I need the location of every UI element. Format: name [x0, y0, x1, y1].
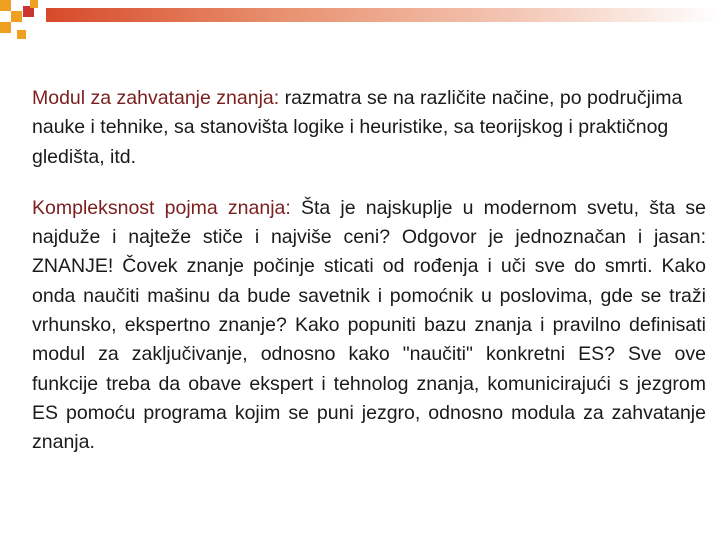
decor-square	[17, 30, 26, 39]
decor-square	[11, 11, 22, 22]
decor-square	[0, 22, 11, 33]
term-knowledge-acquisition-module: Modul za zahvatanje znanja:	[32, 87, 280, 109]
term-knowledge-complexity: Kompleksnost pojma znanja:	[32, 196, 291, 219]
paragraph-knowledge-complexity	[32, 194, 706, 458]
slide-content	[32, 84, 706, 458]
paragraph-knowledge-acquisition	[32, 84, 706, 172]
header-decoration	[0, 0, 720, 60]
decor-gradient-bar	[46, 8, 720, 22]
decor-square	[30, 0, 38, 8]
decor-square	[0, 0, 11, 11]
paragraph-text: Šta je najskuplje u modernom svetu, šta se najduže i najteže stiče i najviše ceni? Odgovor je jednoznačan i jasan: ZNANJE! Čovek znanje počinje sticati od rođenja i uči sve do smrti. Kako onda naučiti mašinu da bude savetnik i pomoćnik u poslovima, gde se traži vrhunsko, ekspertno znanje? Kako popuniti bazu znanja i pravilno definisati modul za zaključivanje, odnosno kako "naučiti" konkretni ES? Sve ove funkcije treba da obave ekspert i tehnolog znanja, komunicirajući s jezgrom ES pomoću programa kojim se puni jezgro, odnosno modula za zahvatanje znanja.	[32, 196, 706, 454]
paragraph-text: razmatra se na različite načine, po područjima nauke i tehnike, sa stanovišta logike i heuristike, sa teorijskog i praktičnog gledišta, itd.	[32, 87, 683, 168]
